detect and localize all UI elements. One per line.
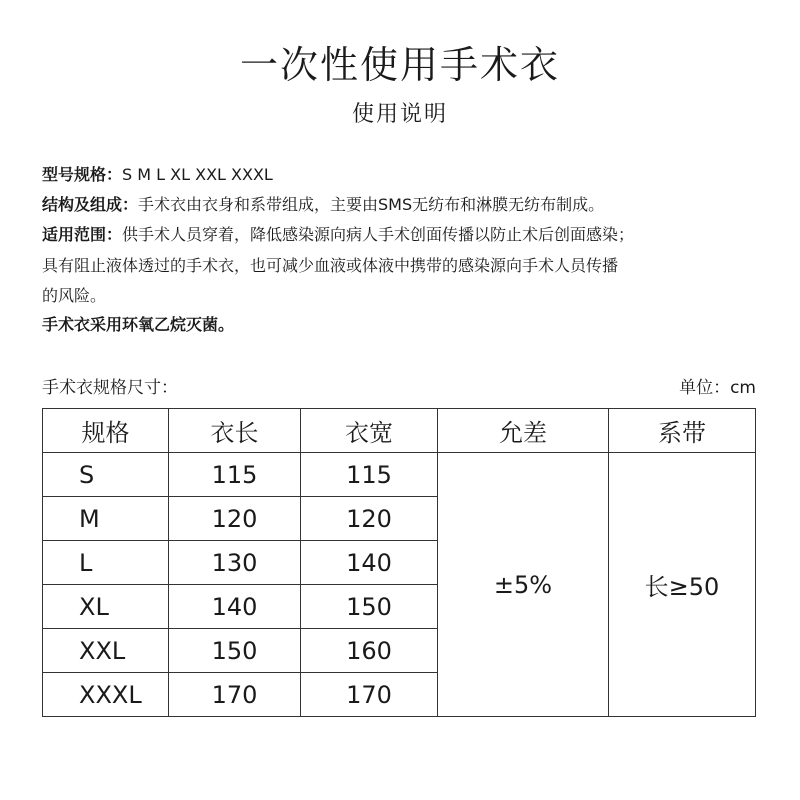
scope-label: 适用范围：	[42, 225, 123, 244]
table-header-row	[43, 409, 756, 453]
sterilization-line	[42, 313, 772, 337]
cell-length: 140	[169, 585, 301, 629]
cell-width: 140	[301, 541, 438, 585]
unit-label: 单位：cm	[679, 378, 756, 398]
document-subtitle: 使用说明	[351, 102, 448, 127]
header-length: 衣长	[169, 409, 301, 453]
structure-label: 结构及组成：	[42, 195, 139, 214]
model-spec-label: 型号规格：	[42, 165, 123, 184]
header-width: 衣宽	[301, 409, 438, 453]
cell-length: 150	[169, 629, 301, 673]
cell-width: 170	[301, 673, 438, 717]
cell-tolerance: ±5%	[438, 453, 609, 717]
sterilization-text: 手术衣采用环氧乙烷灭菌。	[42, 315, 235, 334]
scope-line-3: 的风险。	[42, 286, 107, 305]
cell-tie: 长≥50	[609, 453, 756, 717]
cell-size: XL	[43, 585, 169, 629]
model-spec-value: S M L XL XXL XXXL	[122, 165, 273, 184]
cell-size: XXL	[43, 629, 169, 673]
document-title: 一次性使用手术衣	[239, 43, 560, 87]
cell-size: L	[43, 541, 169, 585]
cell-length: 120	[169, 497, 301, 541]
header-tie: 系带	[609, 409, 756, 453]
cell-length: 130	[169, 541, 301, 585]
table-row	[43, 453, 756, 497]
structure-line	[42, 193, 772, 217]
cell-width: 115	[301, 453, 438, 497]
structure-value: 手术衣由衣身和系带组成，主要由SMS无纺布和淋膜无纺布制成。	[138, 195, 605, 214]
table-caption: 手术衣规格尺寸：	[42, 378, 178, 398]
cell-size: M	[43, 497, 169, 541]
cell-width: 120	[301, 497, 438, 541]
cell-length: 115	[169, 453, 301, 497]
cell-length: 170	[169, 673, 301, 717]
scope-value-1: 供手术人员穿着，降低感染源向病人手术创面传播以防止术后创面感染；	[122, 225, 635, 244]
size-spec-table	[42, 408, 756, 717]
cell-width: 150	[301, 585, 438, 629]
scope-line-1	[42, 223, 772, 247]
model-spec-line	[42, 163, 772, 187]
header-tolerance: 允差	[438, 409, 609, 453]
header-size: 规格	[43, 409, 169, 453]
scope-line-2: 具有阻止液体透过的手术衣，也可减少血液或体液中携带的感染源向手术人员传播	[42, 256, 619, 275]
cell-size: XXXL	[43, 673, 169, 717]
cell-size: S	[43, 453, 169, 497]
cell-width: 160	[301, 629, 438, 673]
